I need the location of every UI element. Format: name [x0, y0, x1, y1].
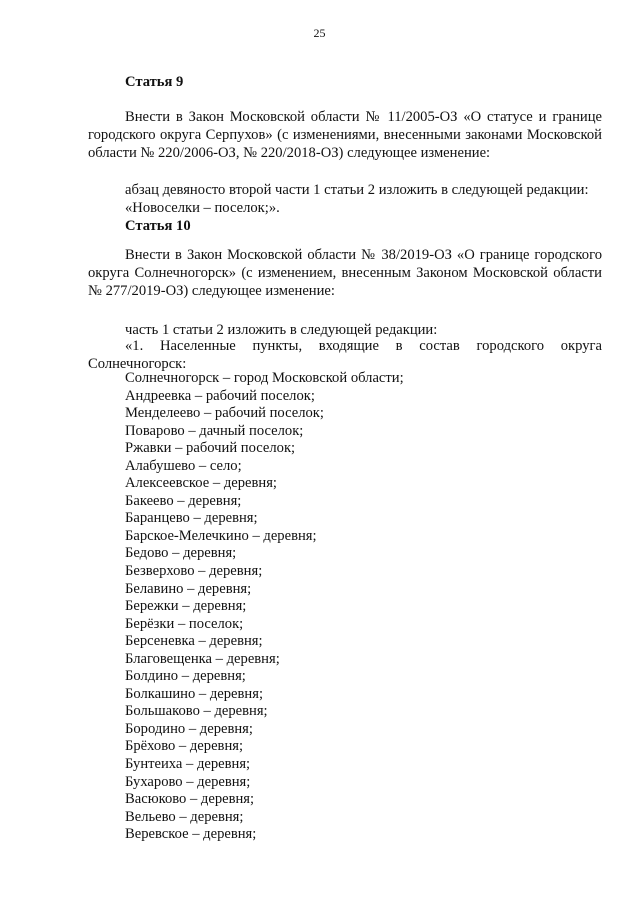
list-item: Алабушево – село; [125, 457, 242, 474]
list-item: Бережки – деревня; [125, 598, 247, 615]
article-10-heading: Статья 10 [125, 218, 191, 234]
list-item: Большаково – деревня; [125, 703, 268, 720]
list-item: Вельево – деревня; [125, 808, 244, 825]
list-item: Болдино – деревня; [125, 668, 246, 685]
list-item: Веревское – деревня; [125, 826, 257, 843]
list-item: Безверхово – деревня; [125, 563, 263, 580]
article-10-intro-paragraph: Внести в Закон Московской области № 38/2019-ОЗ «О границе городского округа Солнечногорск» (с изменением, внесенным Законом Московской области № 277/2019-ОЗ) следующее изменение: [88, 247, 602, 299]
page-number: 25 [313, 26, 326, 40]
list-item: Болкашино – деревня; [125, 685, 264, 702]
settlements-list [125, 370, 404, 844]
list-item: Бухарово – деревня; [125, 773, 251, 790]
article-10-amendment-line: часть 1 статьи 2 изложить в следующей редакции: [125, 322, 438, 338]
list-item: Алексеевское – деревня; [125, 475, 277, 492]
list-item: Барское-Мелечкино – деревня; [125, 527, 317, 544]
article-9-intro-paragraph: Внести в Закон Московской области № 11/2005-ОЗ «О статусе и границе городского округа Серпухов» (с изменениями, внесенными законами Московской области № 220/2006-ОЗ, № 220/2018-ОЗ) следующее изменение: [88, 109, 602, 161]
list-item: Бородино – деревня; [125, 720, 253, 737]
list-item: Брёхово – деревня; [125, 738, 244, 755]
article-9-heading: Статья 9 [125, 74, 184, 90]
list-item: Менделеево – рабочий поселок; [125, 405, 324, 422]
list-item: Белавино – деревня; [125, 580, 252, 597]
list-item: Берёзки – поселок; [125, 615, 244, 632]
list-item: Солнечногорск – город Московской области; [125, 370, 404, 386]
list-item: Благовещенка – деревня; [125, 650, 280, 667]
list-item: Васюково – деревня; [125, 791, 255, 808]
list-item: Поварово – дачный поселок; [125, 422, 304, 439]
list-item: Ржавки – рабочий поселок; [125, 440, 296, 457]
list-item: Бунтеиха – деревня; [125, 756, 251, 773]
list-item: Бакеево – деревня; [125, 492, 242, 509]
list-item: Берсеневка – деревня; [125, 633, 263, 650]
list-item: Андреевка – рабочий поселок; [125, 387, 315, 404]
list-item: Баранцево – деревня; [125, 510, 258, 527]
settlements-list-intro: «1. Населенные пункты, входящие в состав городского округа Солнечногорск: [88, 338, 602, 372]
article-9-amendment-line: абзац девяносто второй части 1 статьи 2 изложить в следующей редакции: [125, 182, 589, 198]
list-item: Бедово – деревня; [125, 545, 237, 562]
article-9-amendment-text: «Новоселки – поселок;». [125, 200, 280, 216]
